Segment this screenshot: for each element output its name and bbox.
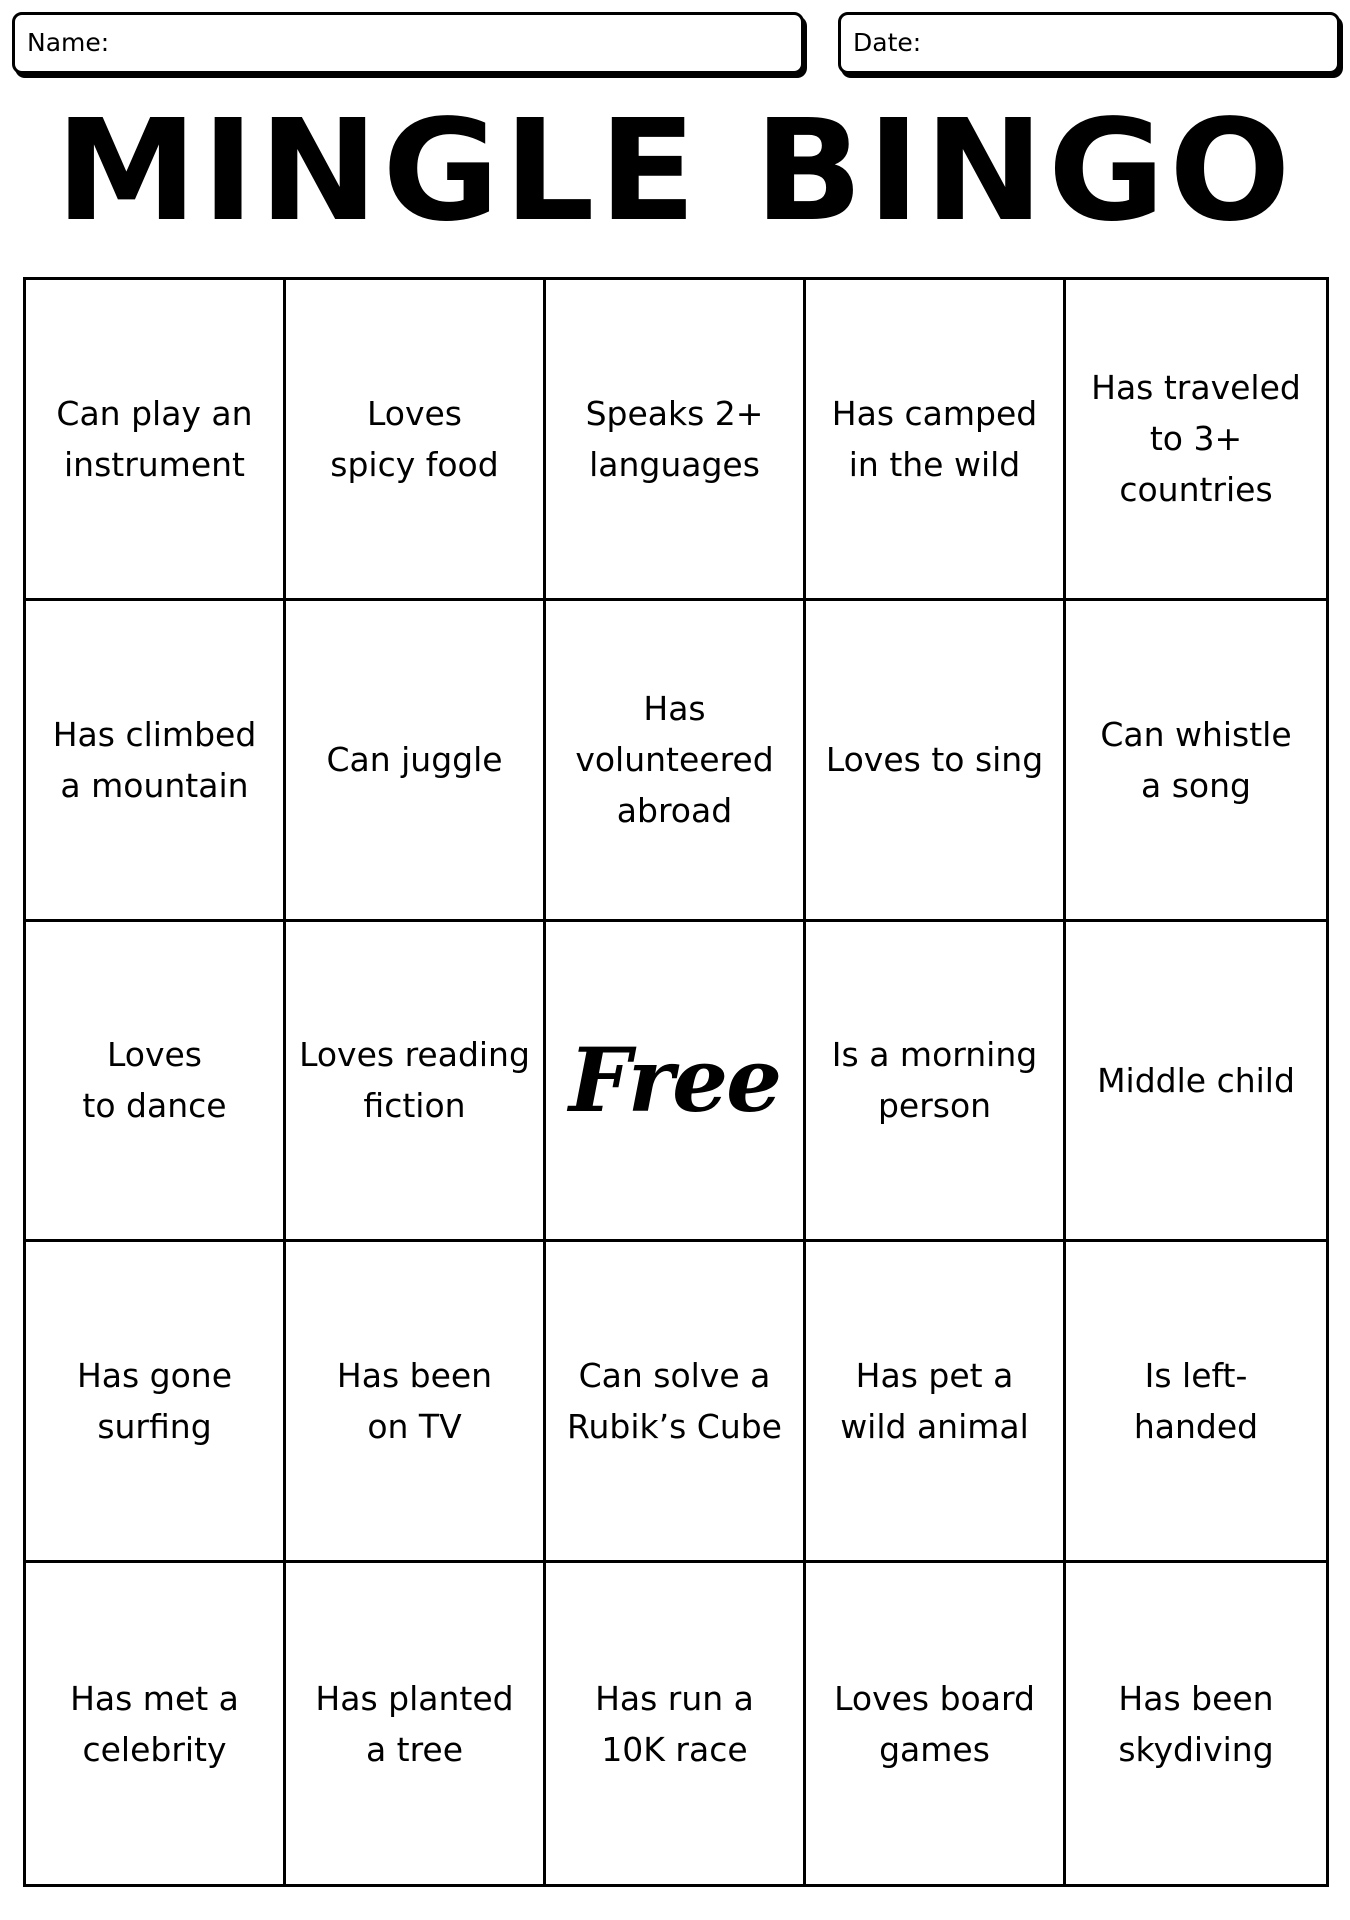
bingo-cell[interactable] xyxy=(546,1563,806,1884)
cell-label: Loves to sing xyxy=(825,740,1044,780)
bingo-cell[interactable] xyxy=(806,1242,1066,1563)
cell-label: Middle child xyxy=(1097,1060,1295,1100)
bingo-cell[interactable] xyxy=(806,1563,1066,1884)
cell-label: Has planted a tree xyxy=(315,1678,514,1769)
bingo-cell[interactable] xyxy=(26,601,286,922)
cell-label: Loves board games xyxy=(834,1678,1035,1769)
bingo-cell[interactable] xyxy=(26,1242,286,1563)
cell-label: Can juggle xyxy=(326,740,503,780)
bingo-cell[interactable] xyxy=(546,1242,806,1563)
cell-label: Speaks 2+ languages xyxy=(585,393,764,484)
bingo-cell[interactable] xyxy=(286,1242,546,1563)
bingo-cell[interactable] xyxy=(286,601,546,922)
cell-label: Has camped in the wild xyxy=(831,393,1038,484)
date-label: Date: xyxy=(853,28,922,57)
name-label: Name: xyxy=(27,28,110,57)
bingo-cell[interactable] xyxy=(1066,280,1326,601)
bingo-cell[interactable] xyxy=(1066,1563,1326,1884)
bingo-cell[interactable] xyxy=(806,601,1066,922)
bingo-cell[interactable] xyxy=(286,280,546,601)
cell-label: Is left- handed xyxy=(1133,1356,1259,1447)
cell-label: Has been on TV xyxy=(336,1356,493,1447)
bingo-cell[interactable] xyxy=(286,1563,546,1884)
bingo-cell[interactable] xyxy=(806,280,1066,601)
cell-label: Has been skydiving xyxy=(1118,1678,1274,1769)
cell-label: Can solve a Rubik’s Cube xyxy=(567,1356,782,1447)
cell-label: Is a morning person xyxy=(831,1035,1038,1126)
cell-label: Can play an instrument xyxy=(56,393,253,484)
bingo-cell[interactable] xyxy=(26,1563,286,1884)
cell-label: Has climbed a mountain xyxy=(52,714,257,805)
bingo-cell[interactable] xyxy=(546,601,806,922)
cell-label: Loves reading fiction xyxy=(299,1035,530,1126)
bingo-cell[interactable] xyxy=(286,922,546,1243)
bingo-cell[interactable] xyxy=(1066,922,1326,1243)
cell-label: Can whistle a song xyxy=(1100,714,1292,805)
cell-label: Has pet a wild animal xyxy=(840,1356,1029,1447)
free-label: Free xyxy=(568,1028,781,1133)
name-input[interactable] xyxy=(135,25,789,63)
bingo-grid xyxy=(23,277,1329,1887)
page-title: MINGLE BINGO xyxy=(55,90,1295,253)
bingo-cell[interactable] xyxy=(26,922,286,1243)
cell-label: Has traveled to 3+ countries xyxy=(1091,368,1301,510)
cell-label: Has run a 10K race xyxy=(595,1678,754,1769)
bingo-cell[interactable] xyxy=(806,922,1066,1243)
cell-label: Has met a celebrity xyxy=(70,1678,239,1769)
cell-label: Loves spicy food xyxy=(330,393,499,484)
name-field[interactable] xyxy=(12,12,804,74)
cell-label: Has gone surfing xyxy=(76,1356,233,1447)
date-field[interactable] xyxy=(838,12,1340,74)
free-space[interactable] xyxy=(546,922,806,1243)
bingo-cell[interactable] xyxy=(546,280,806,601)
cell-label: Loves to dance xyxy=(82,1035,227,1126)
date-input[interactable] xyxy=(931,25,1325,63)
bingo-cell[interactable] xyxy=(26,280,286,601)
bingo-cell[interactable] xyxy=(1066,1242,1326,1563)
bingo-cell[interactable] xyxy=(1066,601,1326,922)
cell-label: Has volunteered abroad xyxy=(575,689,774,831)
